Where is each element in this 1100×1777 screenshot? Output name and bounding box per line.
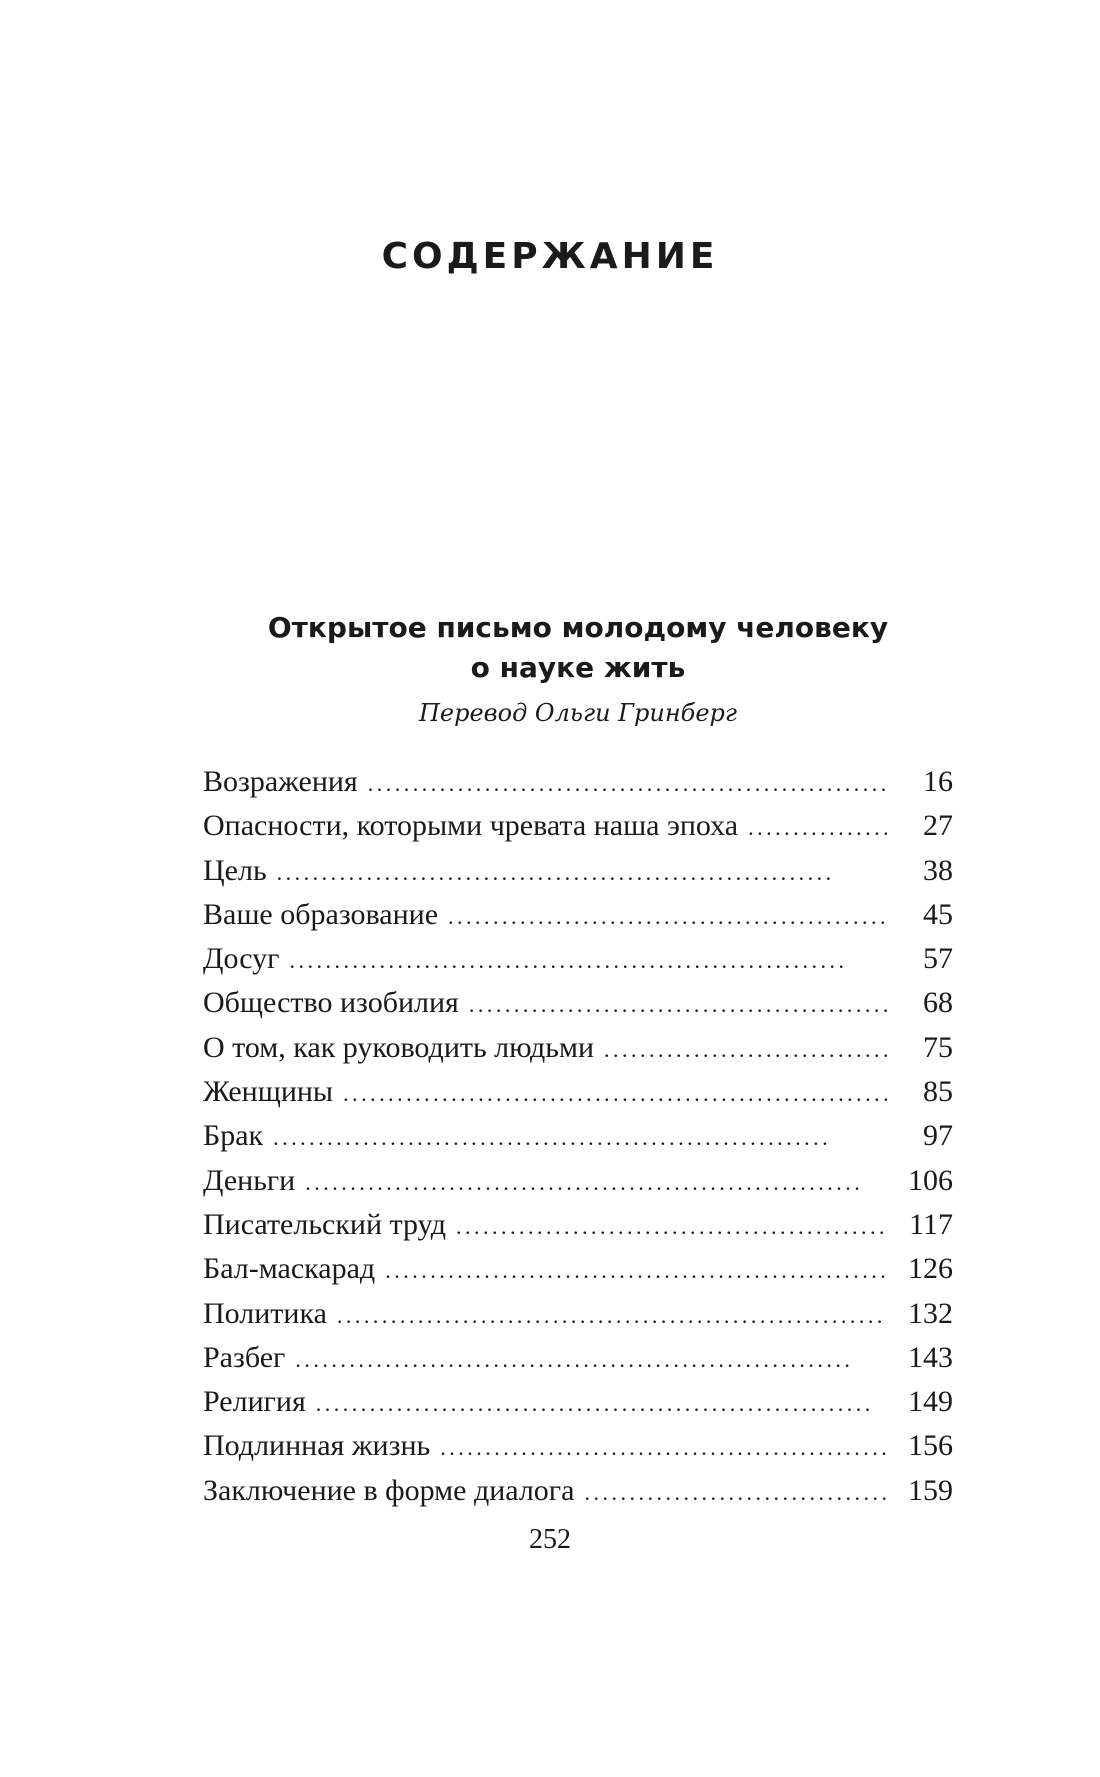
toc-entry[interactable] — [203, 1380, 953, 1424]
toc-entry-label: Политика — [203, 1296, 327, 1330]
toc-entry[interactable] — [203, 981, 953, 1025]
dot-leader — [604, 1028, 887, 1072]
toc-entry-page: 75 — [923, 1030, 953, 1064]
dot-leader — [584, 1471, 887, 1515]
dot-leader — [469, 983, 887, 1027]
toc-entry-page: 149 — [908, 1385, 953, 1419]
toc-entry-page: 143 — [908, 1340, 953, 1374]
toc-entry-page: 132 — [908, 1296, 953, 1330]
toc-entry[interactable] — [203, 1026, 953, 1070]
toc-entry-label: Бал-маскарад — [203, 1252, 376, 1286]
toc-entry[interactable] — [203, 1292, 953, 1336]
dot-leader — [337, 1294, 887, 1338]
toc-entry[interactable] — [203, 1070, 953, 1114]
page-number: 252 — [529, 1524, 571, 1555]
toc-entry-page: 159 — [908, 1473, 953, 1507]
toc-entry-page: 38 — [923, 853, 953, 887]
toc-entry-label: Досуг — [203, 942, 280, 976]
toc-entry-label: Цель — [203, 853, 267, 887]
toc-entry-page: 27 — [923, 809, 953, 843]
toc-entry[interactable] — [203, 1114, 953, 1158]
toc-entry[interactable] — [203, 893, 953, 937]
toc-section — [203, 608, 953, 1513]
dot-leader — [385, 1249, 887, 1293]
toc-entry-label: Заключение в форме диалога — [203, 1473, 575, 1507]
toc-entry[interactable] — [203, 1247, 953, 1291]
toc-entry[interactable] — [203, 1159, 953, 1203]
toc-entry-label: Возражения — [203, 765, 358, 798]
toc-entry-label: О том, как руководить людьми — [203, 1030, 595, 1064]
toc-entry-page: 57 — [923, 942, 953, 976]
toc-entry-page: 45 — [923, 897, 953, 931]
dot-leader — [305, 1161, 887, 1205]
toc-entry-label: Разбег — [203, 1340, 286, 1374]
toc-entry-label: Ваше образование — [203, 897, 439, 931]
dot-leader — [277, 851, 887, 895]
toc-entry-label: Брак — [203, 1119, 264, 1153]
toc-entry-label: Женщины — [203, 1075, 334, 1109]
toc-entry-page: 106 — [908, 1163, 953, 1197]
dot-leader — [368, 762, 887, 806]
dot-leader — [748, 806, 887, 850]
table-of-contents — [203, 760, 953, 1513]
toc-entry[interactable] — [203, 849, 953, 893]
section-title-line-1: Открытое письмо молодому человеку — [267, 611, 889, 644]
dot-leader — [440, 1426, 887, 1470]
dot-leader — [295, 1338, 887, 1382]
dot-leader — [316, 1382, 887, 1426]
dot-leader — [448, 895, 887, 939]
toc-entry-page: 16 — [923, 765, 953, 798]
toc-entry[interactable] — [203, 937, 953, 981]
dot-leader — [289, 939, 887, 983]
toc-entry-page: 85 — [923, 1075, 953, 1109]
toc-entry-label: Общество изобилия — [203, 986, 459, 1020]
toc-entry-label: Подлинная жизнь — [203, 1429, 431, 1463]
toc-entry-label: Писательский труд — [203, 1207, 446, 1241]
page-title: СОДЕРЖАНИЕ — [381, 236, 719, 277]
dot-leader — [456, 1205, 887, 1249]
toc-entry-page: 97 — [923, 1119, 953, 1153]
toc-entry[interactable] — [203, 804, 953, 848]
toc-entry-page: 68 — [923, 986, 953, 1020]
toc-entry[interactable] — [203, 1424, 953, 1468]
section-title-line-2: о науке жить — [470, 651, 686, 684]
toc-entry-label: Религия — [203, 1385, 306, 1419]
section-title — [203, 608, 953, 688]
toc-entry[interactable] — [203, 1203, 953, 1247]
toc-entry-page: 156 — [908, 1429, 953, 1463]
dot-leader — [273, 1116, 887, 1160]
toc-entry-page: 126 — [908, 1252, 953, 1286]
toc-entry[interactable] — [203, 760, 953, 804]
toc-entry[interactable] — [203, 1336, 953, 1380]
toc-entry-page: 117 — [909, 1207, 953, 1241]
dot-leader — [343, 1072, 887, 1116]
toc-entry[interactable] — [203, 1469, 953, 1513]
toc-entry-label: Опасности, которыми чревата наша эпоха — [203, 809, 739, 843]
translator-credit: Перевод Ольги Гринберг — [418, 699, 738, 727]
toc-entry-label: Деньги — [203, 1163, 296, 1197]
